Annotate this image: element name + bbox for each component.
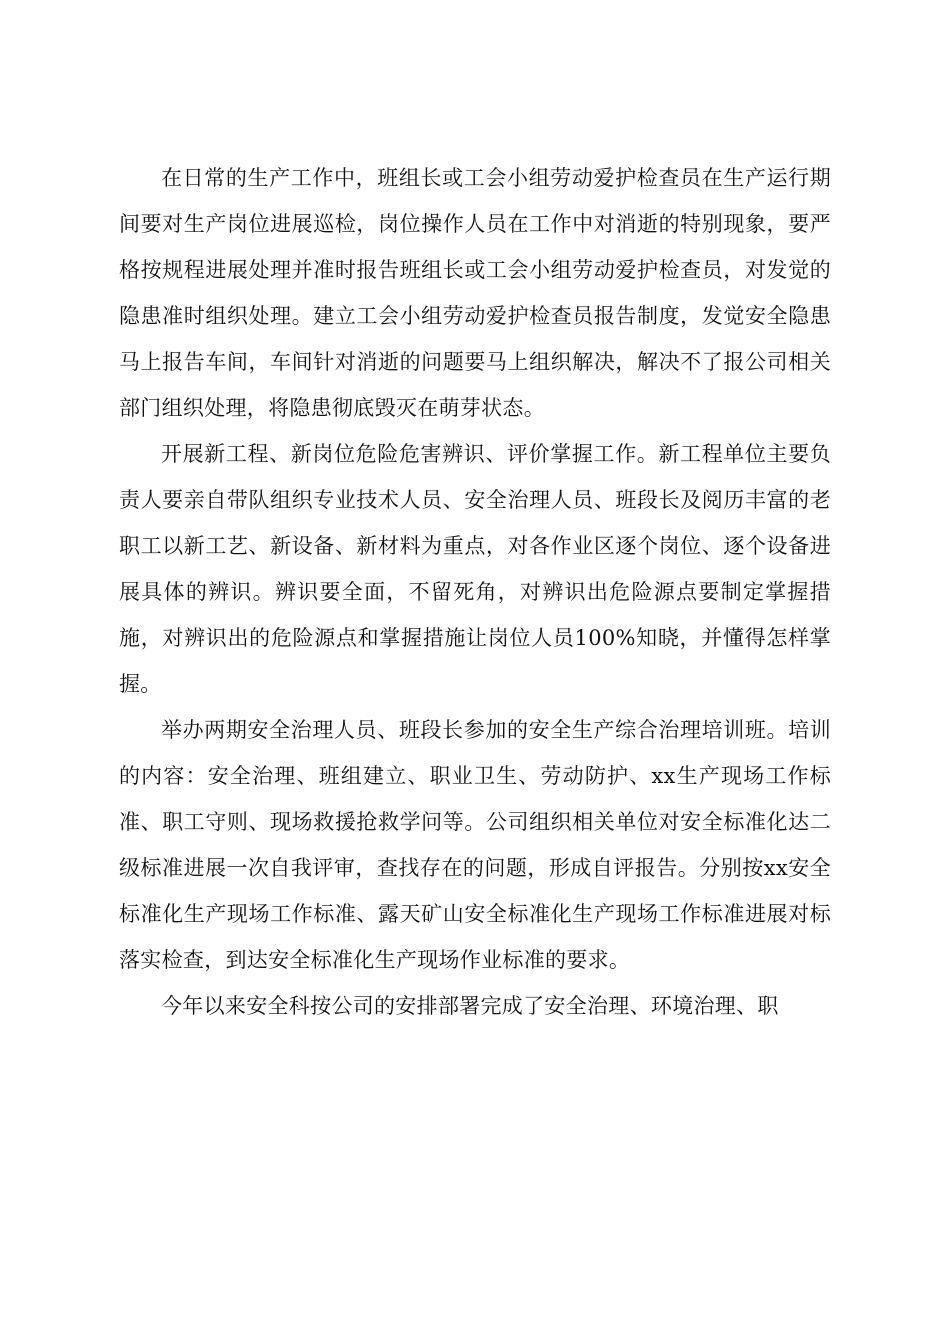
paragraph-daily-inspection: 在日常的生产工作中，班组长或工会小组劳动爱护检查员在生产运行期间要对生产岗位进展巡检，岗位操作人员在工作中对消逝的特别现象，要严格按规程进展处理并准时报告班组长或工会小组劳动爱护检查员，对发觉的隐患准时组织处理。建立工会小组劳动爱护检查员报告制度，发觉安全隐患马上报告车间，车间针对消逝的问题要马上组织解决，解决不了报公司相关部门组织处理，将隐患彻底毁灭在萌芽状态。 <box>119 166 831 420</box>
paragraph-hazard-identification: 开展新工程、新岗位危险危害辨识、评价掌握工作。新工程单位主要负责人要亲自带队组织专业技术人员、安全治理人员、班段长及阅历丰富的老职工以新工艺、新设备、新材料为重点，对各作业区逐个岗位、逐个设备进展具体的辨识。辨识要全面，不留死角，对辨识出危险源点要制定掌握措施，对辨识出的危险源点和掌握措施让岗位人员100%知晓，并懂得怎样掌握。 <box>119 442 831 696</box>
paragraph-safety-department-summary: 今年以来安全科按公司的安排部署完成了安全治理、环境治理、职 <box>161 994 779 1018</box>
paragraph-safety-training: 举办两期安全治理人员、班段长参加的安全生产综合治理培训班。培训的内容：安全治理、班组建立、职业卫生、劳动防护、xx生产现场工作标准、职工守则、现场救援抢救学问等。公司组织相关单位对安全标准化达二级标准进展一次自我评审，查找存在的问题，形成自评报告。分别按xx安全标准化生产现场工作标准、露天矿山安全标准化生产现场工作标准进展对标落实检查，到达安全标准化生产现场作业标准的要求。 <box>119 718 831 972</box>
document-body <box>119 155 831 1029</box>
